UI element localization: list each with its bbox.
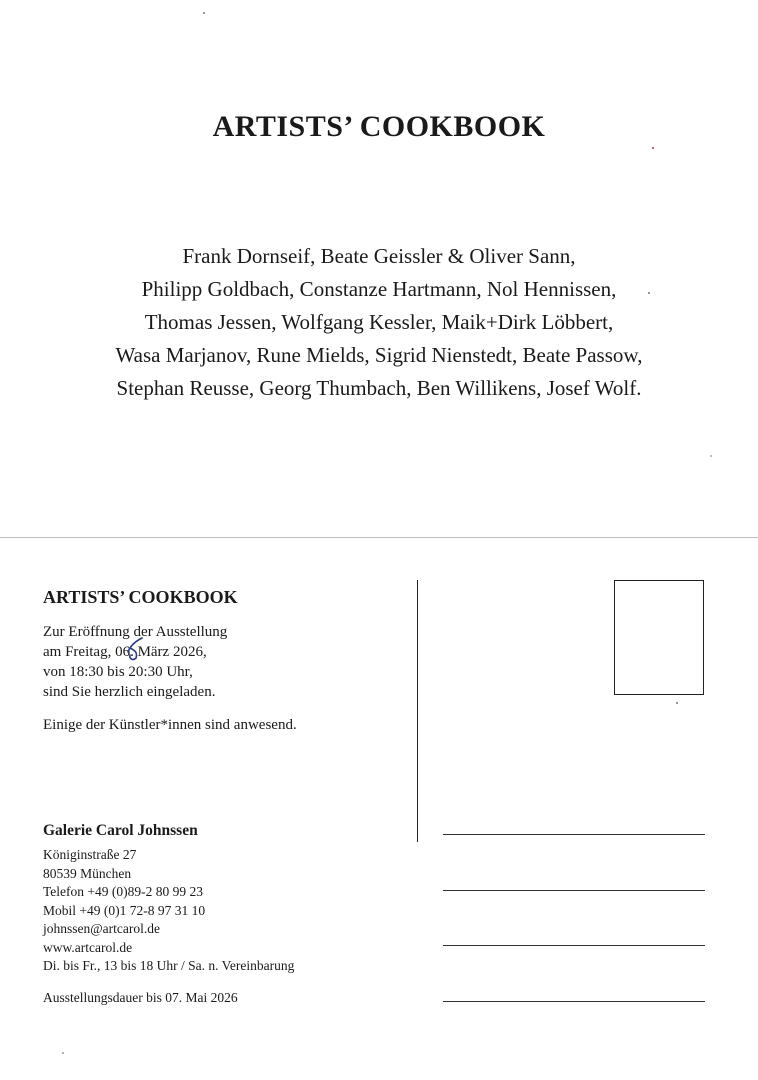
invitation-line: sind Sie herzlich eingeladen. — [43, 684, 216, 700]
artist-line: Philipp Goldbach, Constanze Hartmann, Nol Hennissen, — [141, 277, 617, 301]
exhibition-duration: Ausstellungsdauer bis 07. Mai 2026 — [43, 990, 238, 1005]
front-title: ARTISTS’ COOKBOOK — [212, 110, 546, 143]
back-title: ARTISTS’ COOKBOOK — [43, 587, 238, 607]
postcard-divider — [417, 580, 418, 842]
address-line — [443, 1001, 705, 1002]
address-mobile: Mobil +49 (0)1 72-8 97 31 10 — [43, 902, 206, 918]
handwritten-correction-mark — [122, 634, 148, 662]
stamp-box — [614, 580, 704, 695]
invitation-line: am Freitag, 06. März 2026, — [43, 644, 207, 660]
address-street: Königinstraße 27 — [43, 847, 137, 862]
scan-speck — [710, 455, 712, 457]
invitation-line: Zur Eröffnung der Ausstellung — [43, 624, 228, 640]
gallery-name: Galerie Carol Johnssen — [43, 822, 198, 839]
artist-line: Thomas Jessen, Wolfgang Kessler, Maik+Dirk Löbbert, — [144, 310, 614, 334]
scan-speck — [62, 1052, 64, 1054]
artist-list — [60, 240, 698, 405]
artist-line: Frank Dornseif, Beate Geissler & Oliver Sann, — [182, 244, 576, 268]
address-line — [443, 890, 705, 891]
address-email: johnssen@artcarol.de — [43, 921, 161, 936]
scan-speck — [648, 292, 650, 294]
presence-note: Einige der Künstler*innen sind anwesend. — [43, 717, 297, 733]
artist-line: Stephan Reusse, Georg Thumbach, Ben Willikens, Josef Wolf. — [116, 376, 642, 400]
address-hours: Di. bis Fr., 13 bis 18 Uhr / Sa. n. Vereinbarung — [43, 958, 295, 973]
gallery-address — [43, 846, 294, 976]
address-phone: Telefon +49 (0)89-2 80 99 23 — [43, 884, 204, 899]
address-city: 80539 München — [43, 865, 132, 881]
artist-line: Wasa Marjanov, Rune Mields, Sigrid Nienstedt, Beate Passow, — [115, 343, 643, 367]
scan-speck — [652, 147, 654, 149]
invitation-line: von 18:30 bis 20:30 Uhr, — [43, 664, 193, 680]
address-website: www.artcarol.de — [43, 939, 133, 955]
address-line — [443, 945, 705, 946]
scan-speck — [203, 12, 205, 14]
fold-line — [0, 537, 758, 538]
scan-speck — [676, 702, 678, 704]
address-line — [443, 834, 705, 835]
